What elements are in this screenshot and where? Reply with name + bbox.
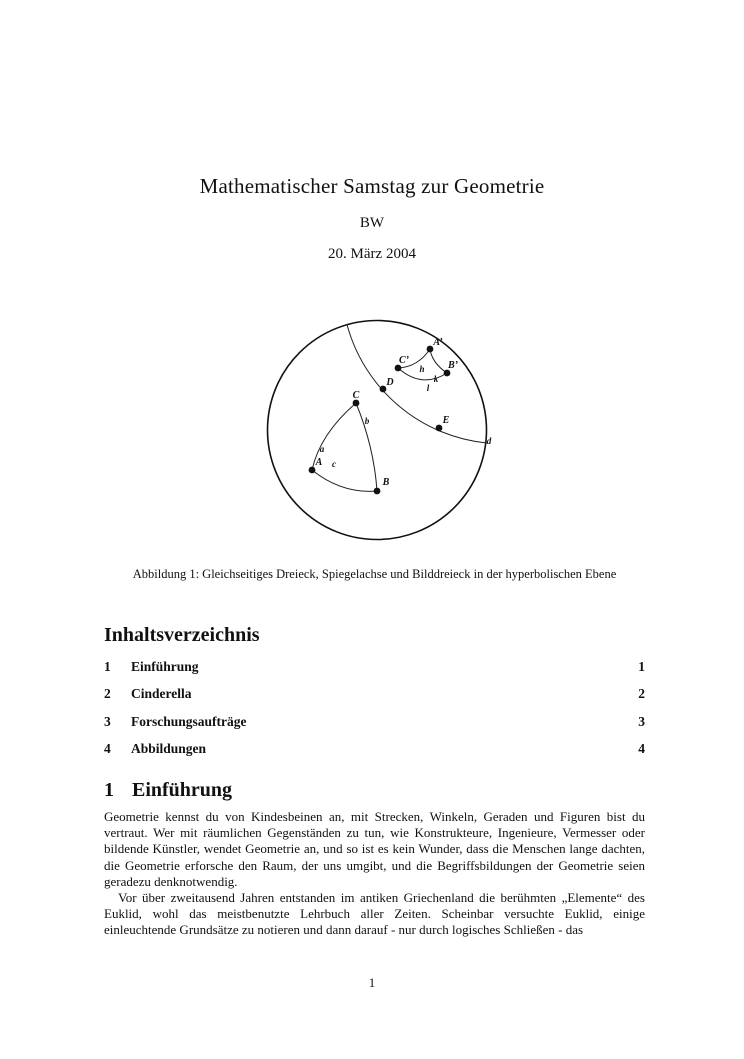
toc-entry-number: 3	[104, 714, 111, 729]
point-b	[374, 488, 381, 495]
paper-date: 20. März 2004	[328, 246, 416, 262]
toc-entry-cinderella	[104, 686, 645, 702]
toc-entry-page: 3	[638, 714, 645, 729]
point-label-d: D	[386, 377, 394, 388]
figure-caption: Abbildung 1: Gleichseitiges Dreieck, Spiegelachse und Bilddreieck in der hyperbolischen Ebene	[132, 567, 617, 581]
point-label-c: C	[352, 390, 360, 401]
point-label-a-prime: A’	[433, 337, 443, 348]
side-label-k: k	[433, 374, 439, 384]
point-e	[436, 425, 443, 432]
side-label-l: l	[426, 383, 430, 393]
section-title: Einführung	[132, 779, 233, 801]
point-label-b: B	[382, 477, 390, 488]
section-heading-einfuehrung	[104, 779, 232, 802]
hyperbolic-disk-figure	[248, 304, 510, 551]
side-label-b: b	[364, 416, 370, 426]
toc-entry-number: 2	[104, 686, 111, 701]
point-a	[309, 467, 316, 474]
toc-entry-title: Cinderella	[131, 686, 192, 701]
toc-entry-einfuehrung	[104, 659, 645, 675]
side-label-a: a	[319, 444, 325, 454]
toc-entry-page: 2	[638, 686, 645, 701]
toc-entry-forschungsauftraege	[104, 714, 645, 730]
paper-title: Mathematischer Samstag zur Geometrie	[199, 174, 545, 198]
toc-entry-page: 1	[638, 659, 645, 674]
side-k-arc	[430, 349, 447, 373]
paragraph: Geometrie kennst du von Kindesbeinen an, mit Strecken, Winkeln, Geraden und Figuren bist du vertraut. Wer mit räumlichen Gegenständen zu tun, wie Konstrukteure, Ingenieure, Vermesser oder bildende Künstler, wendet Geometrie an, und so ist es kein Wunder, dass die Menschen lange dachten, die Geometrie erforsche den Raum, der uns umgibt, und die Begriffsbildungen der Geometrie seien geradezu denknotwendig.	[104, 809, 645, 889]
side-label-c: c	[332, 459, 336, 469]
toc-entry-page: 4	[638, 741, 645, 756]
section-body	[104, 809, 645, 939]
point-label-a: A	[315, 457, 323, 468]
point-label-b-prime: B’	[448, 360, 458, 371]
line-label-d: d	[486, 436, 492, 446]
section-number: 1	[104, 779, 114, 801]
toc-entry-title: Abbildungen	[131, 741, 207, 756]
point-d	[380, 386, 387, 393]
toc-entry-title: Forschungsaufträge	[131, 714, 247, 729]
toc-entry-number: 1	[104, 659, 111, 674]
point-label-e: E	[442, 415, 450, 426]
paper-author: BW	[359, 215, 385, 231]
disk-boundary-circle	[268, 321, 487, 540]
toc-entry-abbildungen	[104, 741, 645, 757]
toc-entry-title: Einführung	[131, 659, 199, 674]
page-number: 1	[368, 975, 376, 990]
side-label-h: h	[419, 364, 425, 374]
side-c-arc	[312, 470, 377, 491]
point-label-c-prime: C’	[399, 355, 409, 366]
toc-heading: Inhaltsverzeichnis	[104, 624, 260, 646]
paragraph: Vor über zweitausend Jahren entstanden im antiken Griechenland die berühmten „Elemente“ des Euklid, wohl das meistbenutzte Lehrbuch aller Zeiten. Scheinbar versuchte Euklid, einige einleuchtende Grundsätze zu notieren und dann darauf - nur durch logisches Schließen - das	[104, 890, 645, 938]
toc-entry-number: 4	[104, 741, 111, 756]
